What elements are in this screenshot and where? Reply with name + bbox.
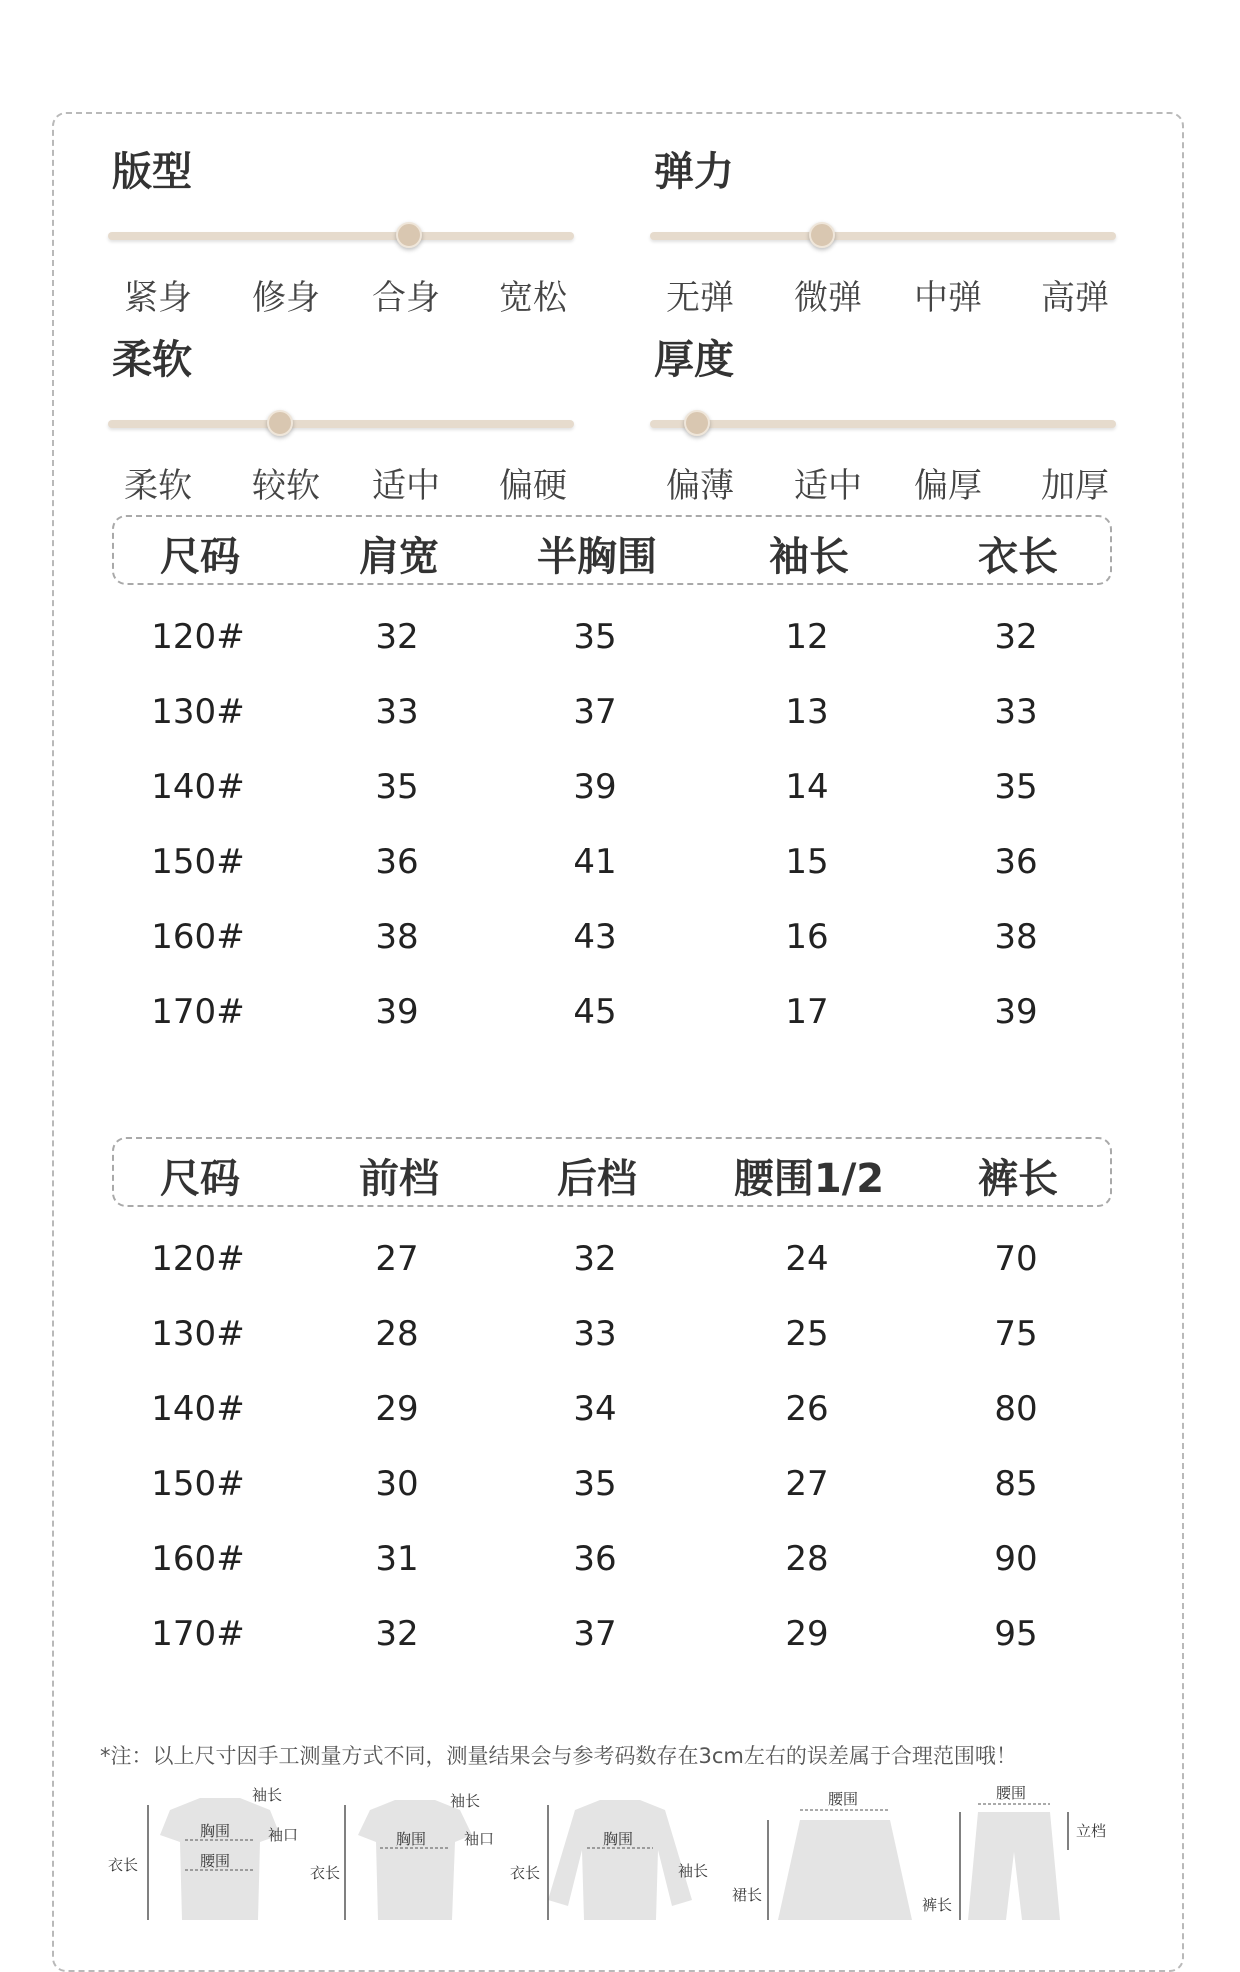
table-cell: 30 [375,1464,419,1504]
column-header: 尺码 [160,534,240,580]
diagram-label: 袖长 [252,1786,283,1804]
tshirt-diagram [108,1786,298,1920]
table-cell: 39 [573,767,617,807]
diagram-label: 袖口 [464,1830,495,1848]
bottom-size-table-header [112,1137,1112,1207]
table-cell: 85 [994,1464,1038,1504]
table-cell: 25 [785,1314,829,1354]
diagram-label: 立档 [1076,1822,1107,1840]
table-cell: 33 [375,692,419,732]
elasticity-slider-track [650,232,1116,240]
table-cell: 75 [994,1314,1038,1354]
table-cell: 43 [573,917,617,957]
table-row [112,917,1112,977]
table-cell: 36 [573,1539,617,1579]
option-label: 偏硬 [499,466,567,506]
diagram-label: 腰围 [828,1790,859,1808]
table-cell: 39 [994,992,1038,1032]
table-cell: 80 [994,1389,1038,1429]
top-size-table-header [112,515,1112,585]
table-cell: 35 [573,617,617,657]
diagram-label: 袖口 [268,1826,299,1844]
table-cell: 130# [151,692,245,732]
column-header: 衣长 [978,534,1058,580]
table-cell: 90 [994,1539,1038,1579]
diagram-label: 腰围 [200,1852,231,1870]
table-cell: 160# [151,1539,245,1579]
table-cell: 170# [151,992,245,1032]
attribute-title: 柔软 [112,337,192,383]
table-cell: 35 [375,767,419,807]
table-cell: 14 [785,767,829,807]
table-cell: 28 [785,1539,829,1579]
option-label: 柔软 [124,466,192,506]
table-cell: 45 [573,992,617,1032]
attribute-title: 弹力 [654,149,734,195]
table-cell: 38 [375,917,419,957]
fit-slider-knob [396,222,422,248]
table-cell: 27 [375,1239,419,1279]
diagram-label: 裙长 [732,1886,763,1904]
column-header: 前档 [359,1156,439,1202]
column-header: 后档 [557,1156,637,1202]
table-cell: 130# [151,1314,245,1354]
measurement-diagrams [100,1780,1140,1920]
table-cell: 33 [994,692,1038,732]
diagram-label: 袖长 [450,1792,481,1810]
table-row [112,1539,1112,1599]
option-label: 无弹 [666,278,734,318]
table-cell: 41 [573,842,617,882]
pants-diagram [922,1784,1106,1920]
table-row [112,767,1112,827]
diagram-label: 胸围 [200,1822,231,1840]
option-label: 修身 [252,278,320,318]
table-cell: 13 [785,692,829,732]
table-cell: 32 [375,1614,419,1654]
option-label: 微弹 [794,278,862,318]
tshirt-diagram [310,1792,494,1920]
column-header: 肩宽 [359,534,439,580]
table-cell: 39 [375,992,419,1032]
table-cell: 32 [375,617,419,657]
table-row [112,1464,1112,1524]
thickness-slider-knob [684,410,710,436]
diagram-label: 胸围 [396,1830,427,1848]
column-header: 半胸围 [537,534,657,580]
table-cell: 35 [573,1464,617,1504]
table-cell: 12 [785,617,829,657]
skirt-diagram [732,1790,912,1920]
column-header: 裤长 [978,1156,1058,1202]
table-cell: 36 [994,842,1038,882]
option-label: 中弹 [914,278,982,318]
table-cell: 70 [994,1239,1038,1279]
table-cell: 29 [785,1614,829,1654]
table-cell: 28 [375,1314,419,1354]
diagram-label: 衣长 [510,1864,541,1882]
column-header: 袖长 [769,534,849,580]
table-cell: 170# [151,1614,245,1654]
table-cell: 24 [785,1239,829,1279]
table-row [112,617,1112,677]
fit-slider-track [108,232,574,240]
option-label: 宽松 [499,278,567,318]
table-cell: 140# [151,1389,245,1429]
table-cell: 35 [994,767,1038,807]
table-row [112,1239,1112,1299]
diagram-label: 裤长 [922,1896,953,1914]
table-row [112,692,1112,752]
diagram-label: 衣长 [108,1856,139,1874]
attribute-title: 厚度 [654,337,734,383]
table-cell: 32 [994,617,1038,657]
table-cell: 37 [573,1614,617,1654]
option-label: 适中 [794,466,862,506]
option-label: 高弹 [1041,278,1109,318]
table-cell: 31 [375,1539,419,1579]
table-cell: 95 [994,1614,1038,1654]
table-row [112,842,1112,902]
table-row [112,1314,1112,1374]
table-cell: 15 [785,842,829,882]
diagram-label: 袖长 [678,1862,709,1880]
table-cell: 17 [785,992,829,1032]
table-row [112,1389,1112,1449]
attribute-title: 版型 [112,149,192,195]
table-cell: 34 [573,1389,617,1429]
option-label: 合身 [372,278,440,318]
table-cell: 26 [785,1389,829,1429]
table-row [112,1614,1112,1674]
long-sleeve-diagram [510,1800,708,1920]
table-cell: 33 [573,1314,617,1354]
table-cell: 120# [151,1239,245,1279]
softness-slider-track [108,420,574,428]
measurement-note: *注：以上尺寸因手工测量方式不同，测量结果会与参考码数存在3cm左右的误差属于合理范围哦！ [100,1744,1017,1768]
table-cell: 150# [151,1464,245,1504]
option-label: 紧身 [124,278,192,318]
table-cell: 140# [151,767,245,807]
table-cell: 120# [151,617,245,657]
table-cell: 36 [375,842,419,882]
table-cell: 160# [151,917,245,957]
table-row [112,992,1112,1052]
table-cell: 38 [994,917,1038,957]
option-label: 偏薄 [666,466,734,506]
table-cell: 32 [573,1239,617,1279]
thickness-slider-track [650,420,1116,428]
table-cell: 150# [151,842,245,882]
table-cell: 16 [785,917,829,957]
table-cell: 37 [573,692,617,732]
option-label: 偏厚 [914,466,982,506]
table-cell: 29 [375,1389,419,1429]
diagram-label: 衣长 [310,1864,341,1882]
column-header: 腰围1/2 [733,1156,885,1202]
option-label: 适中 [372,466,440,506]
table-cell: 27 [785,1464,829,1504]
diagram-label: 胸围 [603,1830,634,1848]
column-header: 尺码 [160,1156,240,1202]
option-label: 加厚 [1041,466,1109,506]
option-label: 较软 [252,466,320,506]
diagram-label: 腰围 [996,1784,1027,1802]
